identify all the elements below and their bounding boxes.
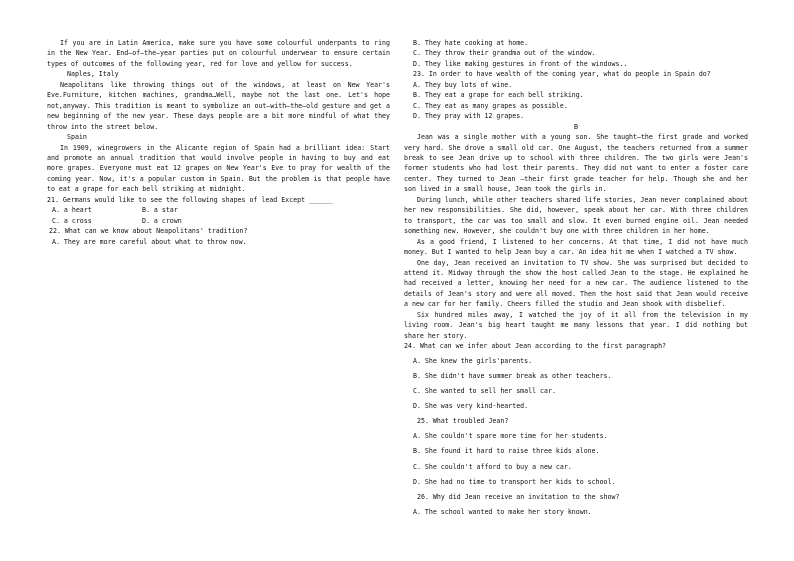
- passage-b-paragraph-2: During lunch, while other teachers shared life stories, Jean never complained about her new responsibilities. She did, however, speak about her car. With three children to transport, the car was too small and slow. It even burned engine oil. Jean needed something new. However, she couldn't buy one with three children in her home.: [404, 195, 748, 236]
- question-21: 21. Germans would like to see the following shapes of lead Except ______: [47, 195, 333, 204]
- option-21-c: C. a cross: [52, 216, 92, 225]
- option-21-d: D. a crown: [142, 216, 182, 225]
- option-21-b: B. a star: [142, 206, 178, 215]
- question-25: 25. What troubled Jean?: [417, 417, 509, 426]
- heading-spain: Spain: [67, 133, 87, 142]
- option-21-a: A. a heart: [52, 206, 92, 215]
- question-22: 22. What can we know about Neapolitans' tradition?: [49, 227, 248, 236]
- passage-b-paragraph-4: One day, Jean received an invitation to TV show. She was surprised but decided to attend it. Midway through the show the host called Jean to the stage. He explained he had received a letter, knowing her need for a new car. The audience listened to the details of Jean's story and were all moved. Then the host said that Jean would receive a new car for her family. Cheers filled the studio and Jean shook with disbelief.: [404, 258, 748, 309]
- option-22-d: D. They like making gestures in front of the windows..: [413, 59, 628, 68]
- option-23-d: D. They pray with 12 grapes.: [413, 112, 525, 121]
- option-24-d: D. She was very kind-hearted.: [413, 402, 529, 411]
- right-column: [404, 38, 748, 522]
- option-25-c: C. She couldn't afford to buy a new car.: [413, 462, 572, 471]
- passage-b-paragraph-5: Six hundred miles away, I watched the joy of it all from the television in my living room. Jean's big heart taught me many lessons that year. I did nothing but share her story.: [404, 310, 748, 340]
- option-25-a: A. She couldn't spare more time for her students.: [413, 432, 608, 441]
- option-23-a: A. They buy lots of wine.: [413, 80, 513, 89]
- option-22-a: A. They are more careful about what to throw now.: [52, 237, 247, 246]
- option-24-a: A. She knew the girls'parents.: [413, 357, 533, 366]
- left-column: [47, 38, 390, 247]
- option-24-b: B. She didn't have summer break as other teachers.: [413, 372, 612, 381]
- section-b-heading: B: [574, 122, 578, 131]
- passage-b-paragraph-1: Jean was a single mother with a young son. She taught—the first grade and worked very hard. She drove a small old car. One August, the teachers returned from a summer break to see Jean drive up to school with three children. The two girls were Jean's former students who had lost their parents. They did not want to enter a foster care center. They turned to Jean —their first grade teacher for help. Though she and her son lived in a small house, Jean took the girls in.: [404, 133, 748, 194]
- heading-naples: Naples, Italy: [67, 70, 119, 79]
- paragraph-spain: In 1909, winegrowers in the Alicante region of Spain had a brilliant idea: Start and promote an annual tradition that would involve people in having to buy and eat more grapes. Everyone must eat 12 grapes on New Year's Eve to pray for wealth of the coming year. Now, it's a popular custom in Spain. But the problem is that people have to eat a grape for each bell striking at midnight.: [47, 143, 390, 194]
- paragraph-naples: Neapolitans like throwing things out of the windows, at least on New Year's Eve.Furniture, kitchen machines, grandma…Well, maybe not the last one. Let's hope not,anyway. This tradition is meant to symbolize an out—with—the—old gesture and get a new beginning of the new year. These days people are a bit more mindful of what they throw into the street below.: [47, 80, 390, 131]
- option-26-a: A. The school wanted to make her story known.: [413, 507, 592, 516]
- option-25-d: D. She had no time to transport her kids to school.: [413, 477, 616, 486]
- paragraph-latin-america: If you are in Latin America, make sure you have some colourful underpants to ring in the New Year. End—of—the—year parties put on colourful underwear to ensure certain types of outcomes of the following year, red for love and yellow for success.: [47, 39, 390, 68]
- question-21-options-row-2: [47, 216, 390, 226]
- option-22-b: B. They hate cooking at home.: [413, 39, 529, 47]
- question-26: 26. Why did Jean receive an invitation to the show?: [417, 492, 620, 501]
- question-23: 23. In order to have wealth of the coming year, what do people in Spain do?: [413, 70, 711, 79]
- option-23-c: C. They eat as many grapes as possible.: [413, 101, 568, 110]
- option-24-c: C. She wanted to sell her small car.: [413, 387, 556, 396]
- question-24: 24. What can we infer about Jean according to the first paragraph?: [404, 342, 667, 351]
- question-21-options-row-1: [47, 205, 390, 215]
- option-25-b: B. She found it hard to raise three kids alone.: [413, 447, 600, 456]
- passage-b-paragraph-3: As a good friend, I listened to her concerns. At that time, I did not have much money. But I wanted to help Jean buy a car. An idea hit me when I watched a TV show.: [404, 237, 748, 257]
- option-22-c: C. They throw their grandma out of the window.: [413, 49, 596, 58]
- option-23-b: B. They eat a grape for each bell striking.: [413, 91, 584, 100]
